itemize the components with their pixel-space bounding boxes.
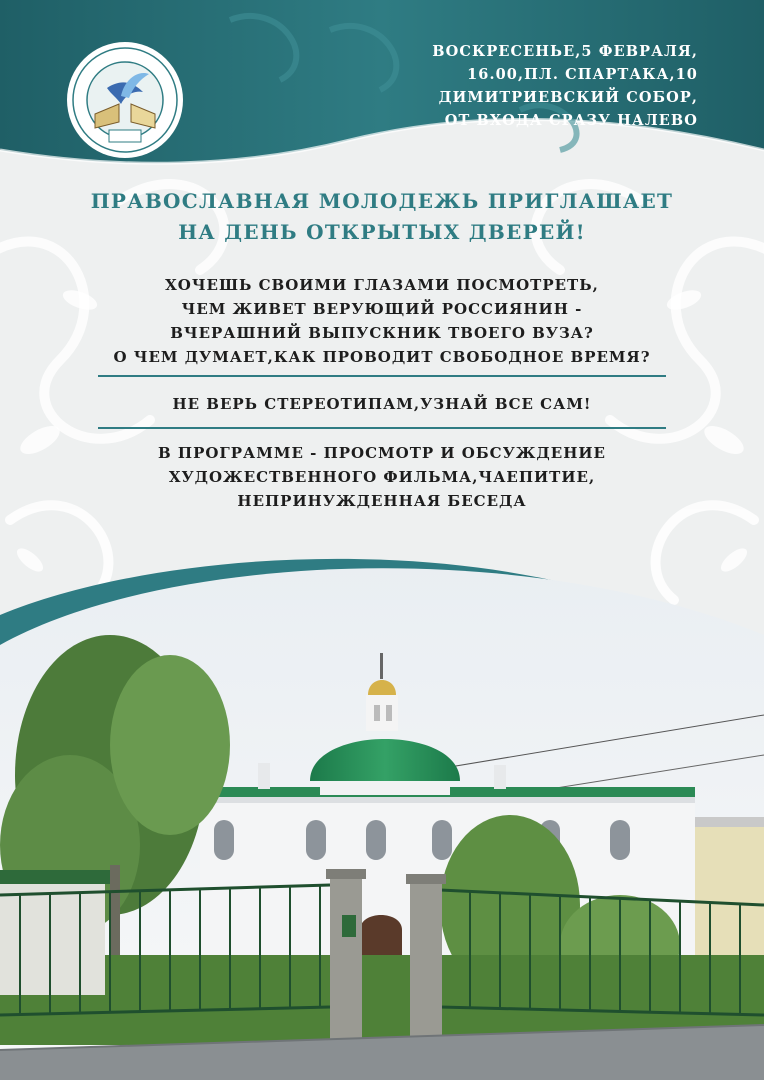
event-info-line: ОТ ВХОДА СРАЗУ НАЛЕВО [444, 112, 698, 129]
questions-line: ХОЧЕШЬ СВОИМИ ГЛАЗАМИ ПОСМОТРЕТЬ, [165, 276, 599, 294]
headline [0, 186, 764, 248]
event-info-line: 16.00,ПЛ. СПАРТАКА,10 [467, 66, 698, 83]
event-info [368, 40, 698, 132]
questions-line: О ЧЕМ ДУМАЕТ,КАК ПРОВОДИТ СВОБОДНОЕ ВРЕМЯ? [113, 348, 651, 366]
headline-line: ПРАВОСЛАВНАЯ МОЛОДЕЖЬ ПРИГЛАШАЕТ [90, 189, 674, 213]
dove-book-logo [50, 38, 200, 163]
divider [98, 375, 666, 377]
program-text [0, 441, 764, 513]
divider [98, 427, 666, 429]
slogan: НЕ ВЕРЬ СТЕРЕОТИПАМ,УЗНАЙ ВСЕ САМ! [172, 395, 592, 413]
questions-text [0, 273, 764, 369]
questions-line: ЧЕМ ЖИВЕТ ВЕРУЮЩИЙ РОССИЯНИН - [181, 300, 583, 318]
program-line: ХУДОЖЕСТВЕННОГО ФИЛЬМА,ЧАЕПИТИЕ, [168, 468, 596, 486]
program-line: НЕПРИНУЖДЕННАЯ БЕСЕДА [237, 492, 527, 510]
cathedral-photo [0, 545, 764, 1080]
headline-line: НА ДЕНЬ ОТКРЫТЫХ ДВЕРЕЙ! [178, 220, 586, 244]
event-info-line: ДИМИТРИЕВСКИЙ СОБОР, [438, 89, 698, 106]
program-line: В ПРОГРАММЕ - ПРОСМОТР И ОБСУЖДЕНИЕ [158, 444, 606, 462]
questions-line: ВЧЕРАШНИЙ ВЫПУСКНИК ТВОЕГО ВУЗА? [170, 324, 594, 342]
event-info-line: ВОСКРЕСЕНЬЕ,5 ФЕВРАЛЯ, [432, 43, 698, 60]
